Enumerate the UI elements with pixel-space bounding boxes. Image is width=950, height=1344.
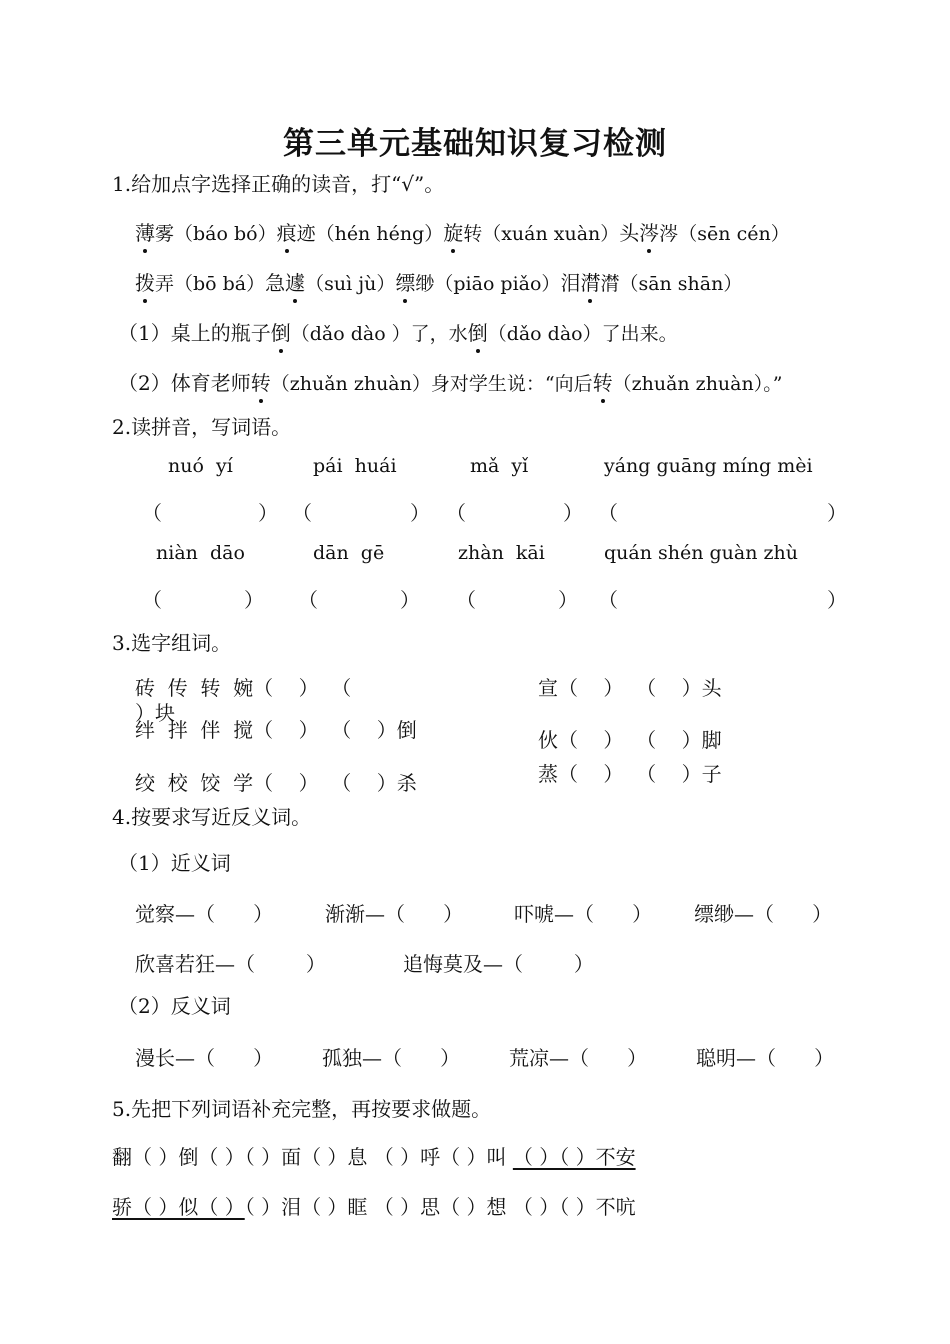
q3-left-row[interactable]: 绞 校 饺 学（ ） （ ）杀	[135, 771, 417, 795]
synonym-item[interactable]: 欣喜若狂—（ ）	[135, 952, 326, 976]
antonym-item[interactable]: 荒凉—（ ）	[509, 1046, 648, 1070]
pinyin: niàn dāo	[156, 542, 245, 564]
q1-item: 急遽（suì jù）	[265, 271, 395, 295]
q1-heading: 1.给加点字选择正确的读音，打“√”。	[112, 172, 445, 196]
underlined-idiom[interactable]: 骄（ ）似（ ）	[112, 1195, 245, 1219]
synonym-item[interactable]: 渐渐—（ ）	[325, 902, 464, 926]
dotted-char: 倒	[468, 317, 488, 346]
page-title: 第三单元基础知识复习检测	[283, 126, 667, 162]
dotted-char: 倒	[271, 317, 291, 346]
answer-blank-close: ）	[558, 588, 578, 612]
q1-item: 痕迹（hén héng）	[277, 221, 444, 245]
q3-right-row[interactable]: 伙（ ） （ ）脚	[538, 728, 722, 752]
answer-blank-close: ）	[563, 501, 583, 525]
q4-heading: 4.按要求写近反义词。	[112, 805, 312, 829]
answer-blank-close: ）	[827, 588, 847, 612]
pinyin: dān gē	[313, 542, 385, 564]
answer-blank-close: ）	[410, 501, 430, 525]
q5-heading: 5.先把下列词语补充完整，再按要求做题。	[112, 1097, 492, 1121]
dotted-char: 拨	[135, 267, 155, 296]
q1-item: 拨弄（bō bá）	[135, 271, 265, 295]
q4-sub-synonyms: （1）近义词	[118, 851, 231, 875]
pinyin: yáng guāng míng mèi	[604, 455, 813, 477]
answer-blank-close: ）	[827, 501, 847, 525]
dotted-char: 缥	[395, 267, 415, 296]
antonym-item[interactable]: 漫长—（ ）	[135, 1046, 274, 1070]
dotted-char: 潸	[580, 267, 600, 296]
q4-sub-antonyms: （2）反义词	[118, 994, 231, 1018]
answer-blank-open[interactable]: （	[142, 588, 162, 612]
q3-left-row[interactable]: 绊 拌 伴 搅（ ） （ ）倒	[135, 718, 417, 742]
q1-item: 缥缈（piāo piǎo）	[395, 271, 560, 295]
q1-sentence-1: （1）桌上的瓶子倒（dǎo dào ）了，水倒（dǎo dào）了出来。	[118, 317, 678, 346]
dotted-char: 痕	[277, 217, 297, 246]
answer-blank-open[interactable]: （	[292, 501, 312, 525]
dotted-char: 转	[251, 367, 271, 396]
answer-blank-open[interactable]: （	[456, 588, 476, 612]
pinyin: pái huái	[313, 455, 397, 477]
q1-item: 泪潸潸（sān shān）	[560, 271, 742, 295]
pinyin: zhàn kāi	[458, 542, 545, 564]
underlined-idiom[interactable]: （ ）（ ）不安	[512, 1145, 636, 1169]
q3-overflow-text: ）块	[135, 701, 175, 725]
answer-blank-open[interactable]: （	[598, 501, 618, 525]
dotted-char: 薄	[135, 217, 155, 246]
synonym-item[interactable]: 吓唬—（ ）	[514, 902, 653, 926]
answer-blank-close: ）	[258, 501, 278, 525]
q1-item: 旋转（xuán xuàn）	[443, 221, 619, 245]
q3-right-row[interactable]: 宣（ ） （ ）头	[538, 676, 722, 700]
q3-heading: 3.选字组词。	[112, 631, 232, 655]
answer-blank-open[interactable]: （	[142, 501, 162, 525]
synonym-item[interactable]: 缥缈—（ ）	[694, 902, 833, 926]
q1-row2	[135, 267, 742, 296]
dotted-char: 旋	[443, 217, 463, 246]
answer-blank-open[interactable]: （	[598, 588, 618, 612]
answer-blank-close: ）	[244, 588, 264, 612]
synonym-item[interactable]: 觉察—（ ）	[135, 902, 274, 926]
answer-blank-close: ）	[400, 588, 420, 612]
pinyin: nuó yí	[168, 455, 233, 477]
synonym-item[interactable]: 追悔莫及—（ ）	[403, 952, 594, 976]
q5-row-1[interactable]: 翻（ ）倒（ ）（ ）面（ ）息 （ ）呼（ ）叫 （ ）（ ）不安	[112, 1145, 636, 1169]
q1-item: 头涔涔（sēn cén）	[619, 221, 789, 245]
q1-item: 薄雾（báo bó）	[135, 221, 277, 245]
dotted-char: 遽	[285, 267, 305, 296]
answer-blank-open[interactable]: （	[446, 501, 466, 525]
q3-right-row[interactable]: 蒸（ ） （ ）子	[538, 762, 722, 786]
q5-row-2[interactable]: 骄（ ）似（ ）（ ）泪（ ）眶 （ ）思（ ）想 （ ）（ ）不吭	[112, 1195, 636, 1219]
dotted-char: 转	[593, 367, 613, 396]
q2-heading: 2.读拼音，写词语。	[112, 415, 292, 439]
q1-row1	[135, 217, 790, 246]
pinyin: quán shén guàn zhù	[604, 542, 798, 564]
antonym-item[interactable]: 聪明—（ ）	[696, 1046, 835, 1070]
answer-blank-open[interactable]: （	[298, 588, 318, 612]
dotted-char: 涔	[639, 217, 659, 246]
q1-sentence-2: （2）体育老师转（zhuǎn zhuàn）身对学生说：“向后转（zhuǎn zhuàn）。”	[118, 367, 782, 396]
antonym-item[interactable]: 孤独—（ ）	[322, 1046, 461, 1070]
pinyin: mǎ yǐ	[470, 455, 529, 477]
q3-left-row[interactable]: 砖 传 转 婉（ ） （	[135, 676, 352, 700]
